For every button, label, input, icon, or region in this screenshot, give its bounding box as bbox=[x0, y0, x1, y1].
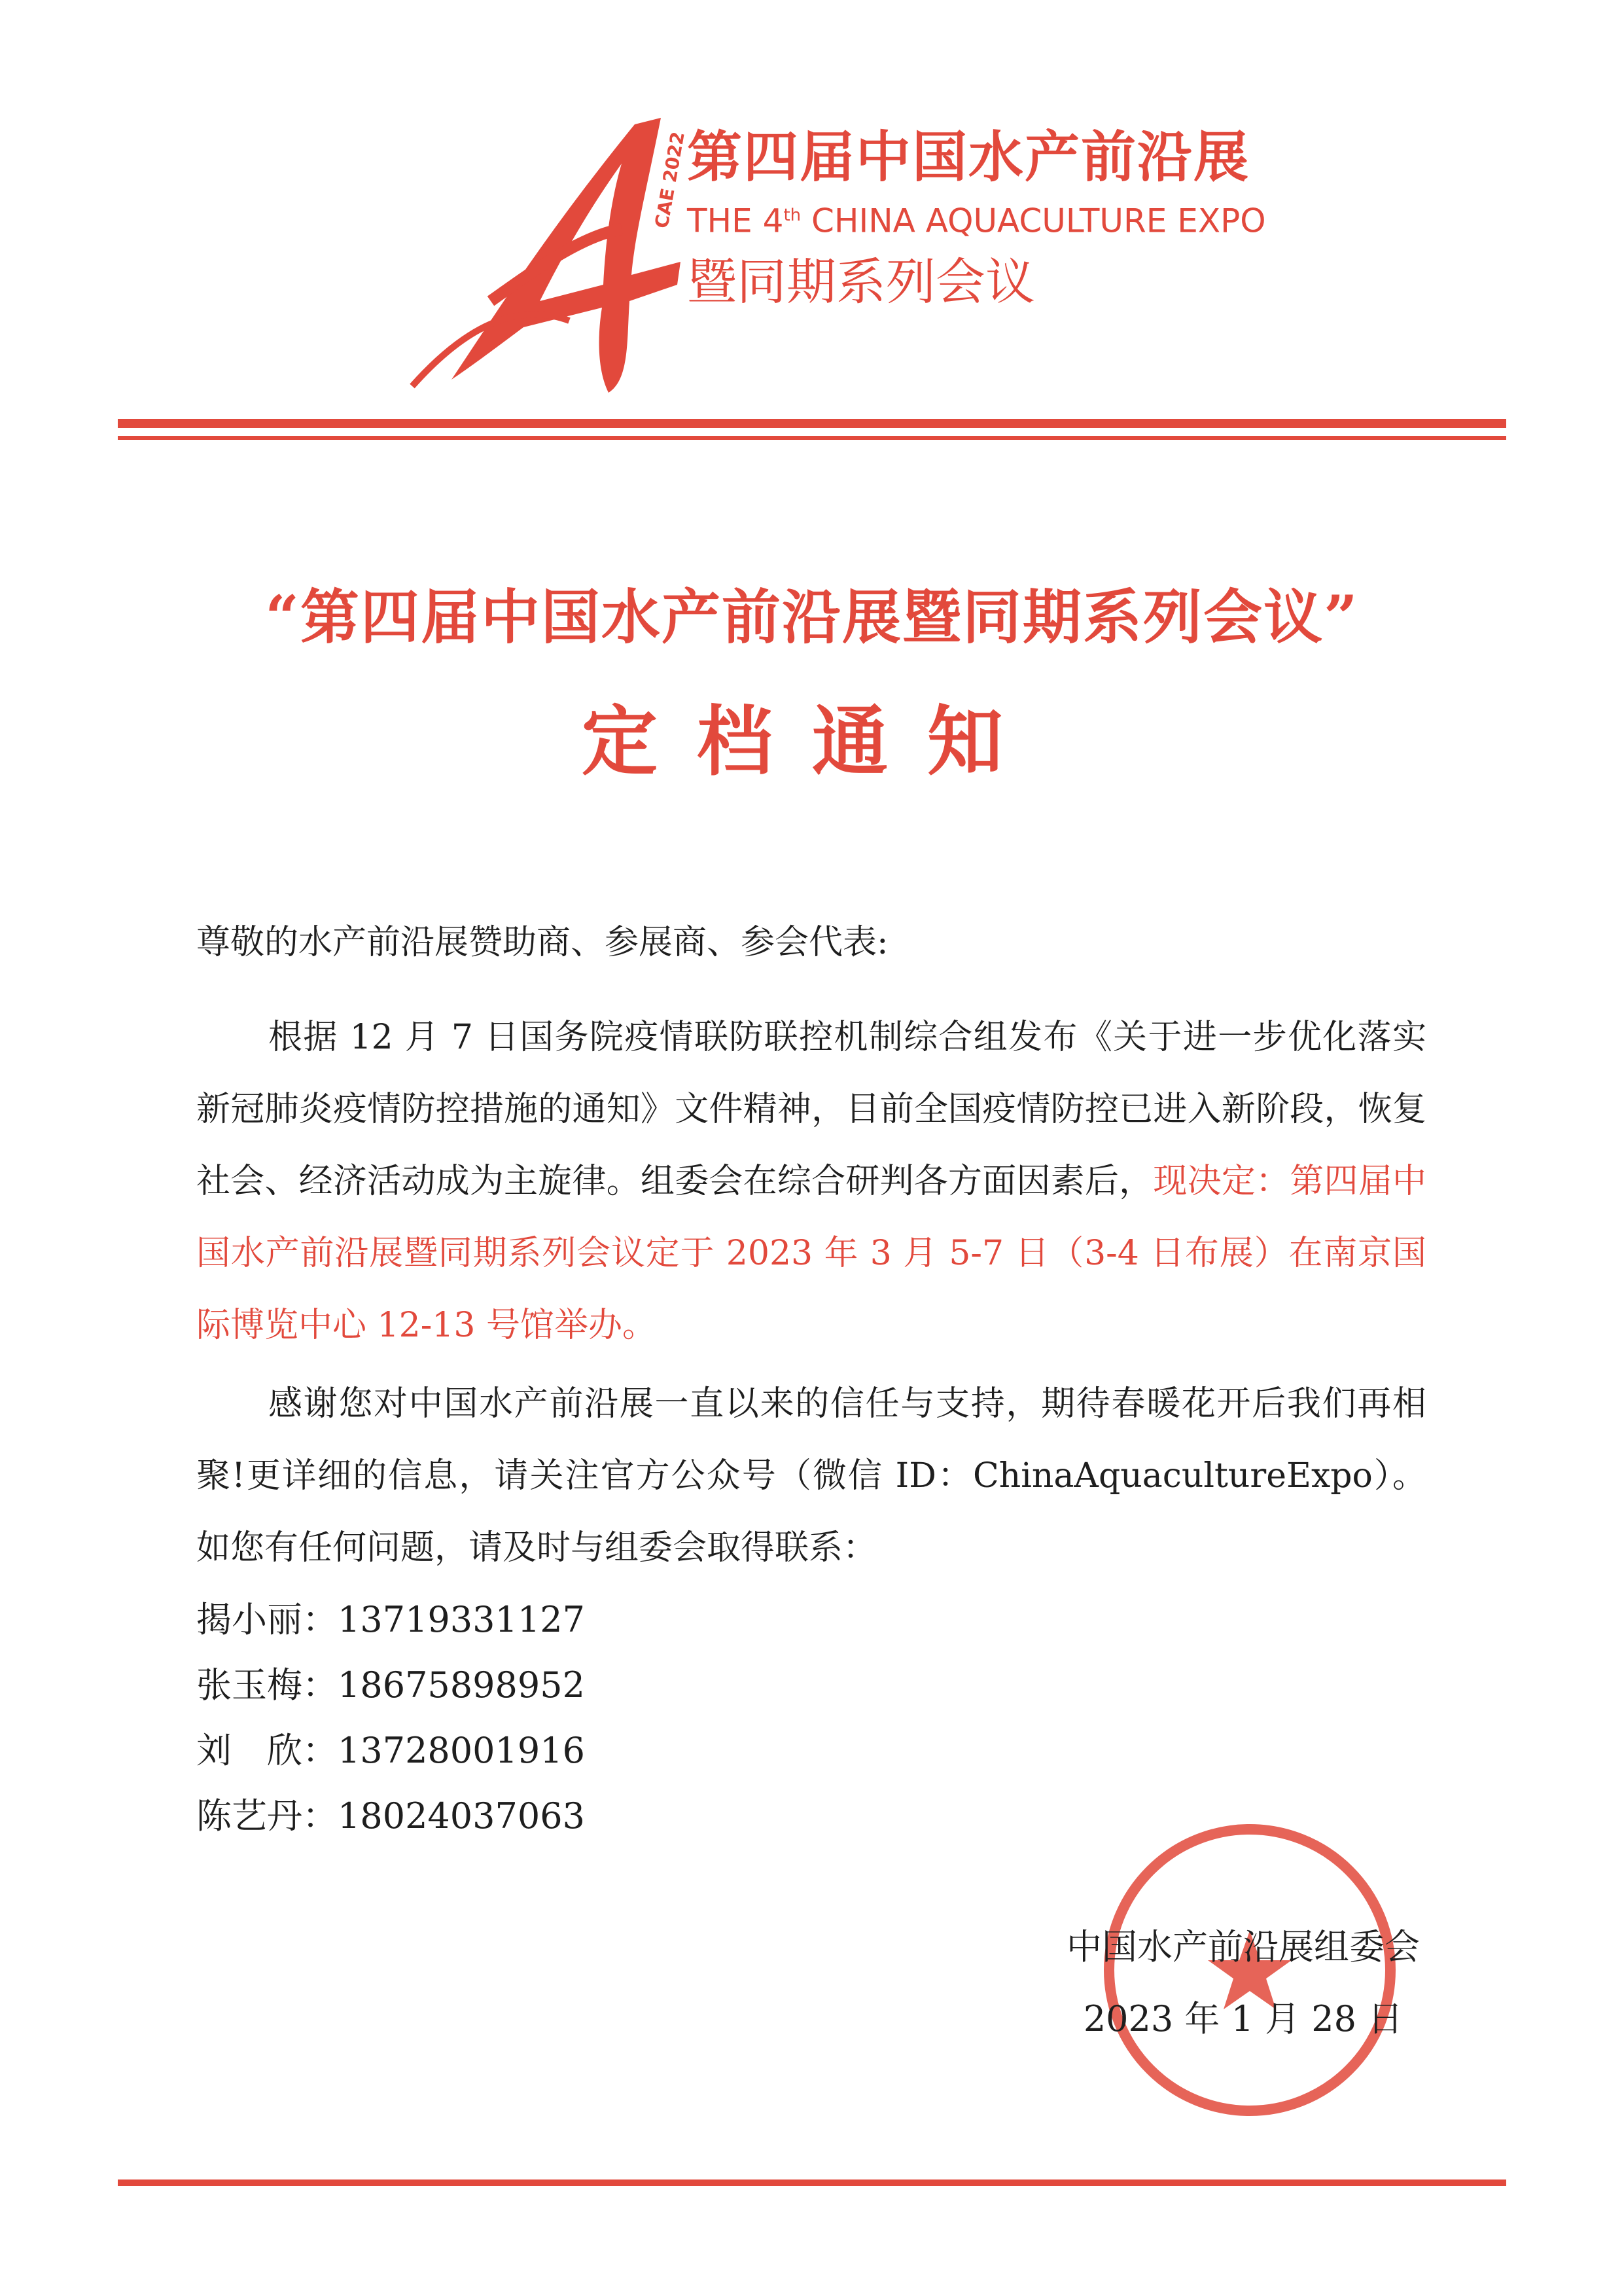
brand-block bbox=[687, 124, 1266, 315]
contact-list bbox=[196, 1587, 585, 1849]
notice-title: “第四届中国水产前沿展暨同期系列会议” bbox=[265, 583, 1359, 652]
header-rule-thick bbox=[118, 419, 1506, 428]
header-rule-thin bbox=[118, 436, 1506, 440]
notice-subtitle: 定档通知 bbox=[582, 697, 1042, 786]
salutation: 尊敬的水产前沿展赞助商、参展商、参会代表: bbox=[196, 923, 889, 962]
expo-logo bbox=[373, 105, 739, 393]
expo-subtitle: 暨同期系列会议 bbox=[687, 252, 1035, 311]
signature-org: 中国水产前沿展组委会 bbox=[1067, 1926, 1420, 1967]
footer-rule bbox=[118, 2179, 1506, 2186]
paragraph-1: 根据 12 月 7 日国务院疫情联防联控机制综合组发布《关于进一步优化落实新冠肺炎疫情防控措施的通知》文件精神，目前全国疫情防控已进入新阶段，恢复社会、经济活动成为主旋律。组委会在综合研判各方面因素后，现决定：第四届中国水产前沿展暨同期系列会议定于 2023 年 3 月 5-7 日（3-4 日布展）在南京国际博览中心 12-13 号馆举办。 bbox=[196, 1018, 1426, 1345]
contact-item: 揭小丽：13719331127 bbox=[196, 1599, 585, 1640]
contact-item: 陈艺丹：18024037063 bbox=[196, 1795, 585, 1837]
notice-body bbox=[196, 906, 1426, 978]
signature-date: 2023 年 1 月 28 日 bbox=[1083, 1998, 1403, 2039]
expo-title-cn: 第四届中国水产前沿展 bbox=[687, 125, 1250, 189]
contact-item: 刘 欣：13728001916 bbox=[196, 1730, 585, 1771]
expo-title-en: THE 4th CHINA AQUACULTURE EXPO bbox=[687, 202, 1266, 240]
paragraph-2: 感谢您对中国水产前沿展一直以来的信任与支持，期待春暖花开后我们再相聚!更详细的信息，请关注官方公众号（微信 ID：ChinaAquacultureExpo）。如您有任何问题，请及时与组委会取得联系： bbox=[196, 1384, 1426, 1568]
logo-mark-text: CAE 2022 bbox=[650, 130, 689, 230]
signature-block bbox=[1040, 1911, 1446, 2055]
notice-paragraphs bbox=[196, 1001, 1426, 1584]
decision-text: 现决定：第四届中国水产前沿展暨同期系列会议定于 2023 年 3 月 5-7 日（3-4 日布展）在南京国际博览中心 12-13 号馆举办。 bbox=[196, 1162, 1426, 1345]
contact-item: 张玉梅：18675898952 bbox=[196, 1664, 585, 1706]
